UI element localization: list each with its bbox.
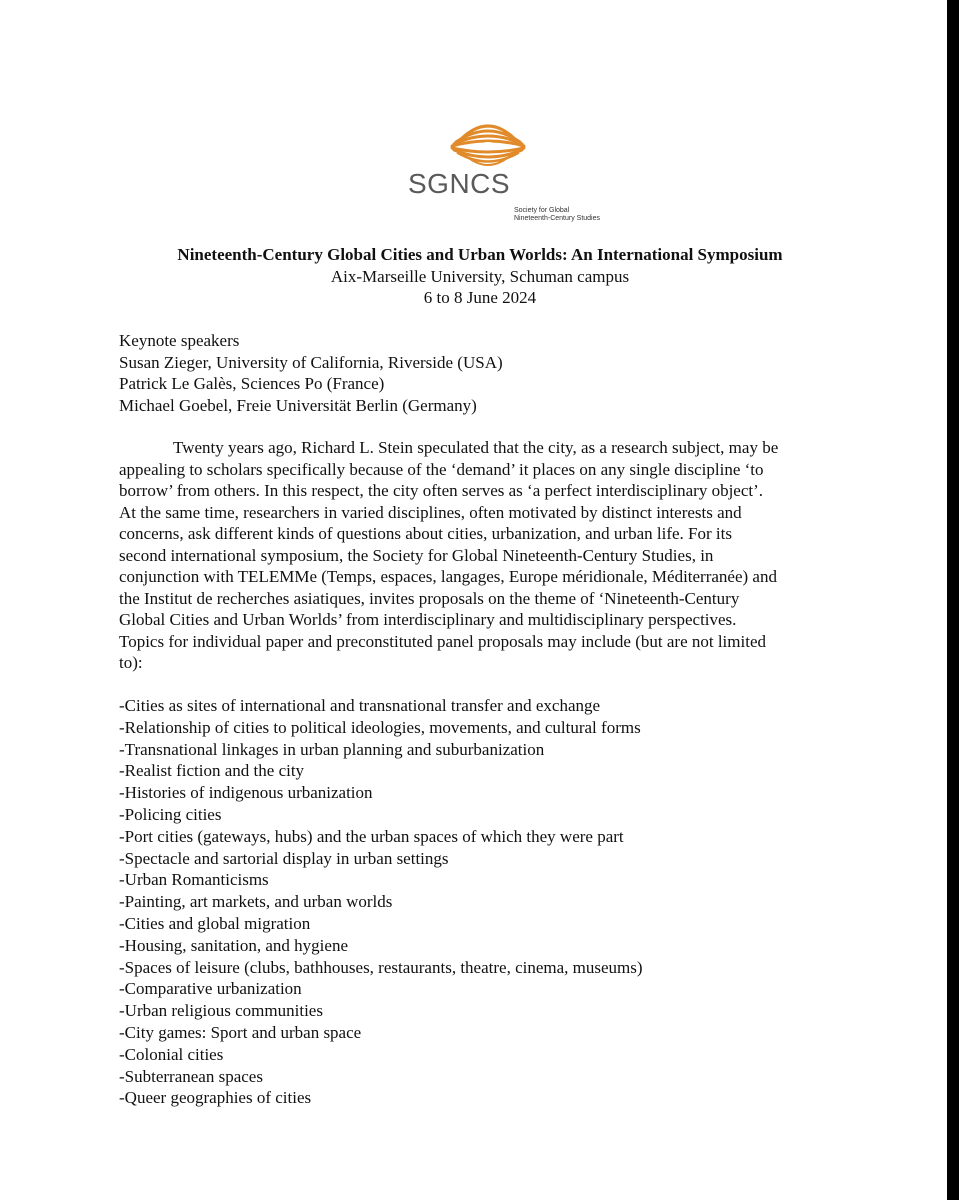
paragraph-line: the Institut de recherches asiatiques, invites proposals on the theme of ‘Nineteenth-Century [119, 588, 740, 608]
topic-item: -Urban Romanticisms [119, 870, 269, 890]
keynote-heading: Keynote speakers [119, 331, 240, 350]
topic-item: -Port cities (gateways, hubs) and the urban spaces of which they were part [119, 826, 624, 846]
logo-subtitle-line-2: Nineteenth-Century Studies [514, 215, 600, 222]
paragraph-line: Topics for individual paper and preconstituted panel proposals may include (but are not limited [119, 631, 766, 651]
symposium-title: Nineteenth-Century Global Cities and Urban Worlds: An International Symposium [177, 245, 783, 264]
topic-item: -Relationship of cities to political ideologies, movements, and cultural forms [119, 717, 641, 737]
sgncs-logo-mark-icon [446, 110, 530, 170]
logo-subtitle-line-1: Society for Global [514, 207, 570, 214]
keynote-speaker: Patrick Le Galès, Sciences Po (France) [119, 374, 385, 393]
topic-item: -Urban religious communities [119, 1001, 323, 1021]
paragraph-line: Twenty years ago, Richard L. Stein speculated that the city, as a research subject, may be [173, 438, 779, 457]
page-edge [947, 0, 959, 1200]
paragraph-line: At the same time, researchers in varied disciplines, often motivated by distinct interests and [119, 502, 742, 522]
topic-item: -Transnational linkages in urban planning and suburbanization [119, 739, 545, 759]
paragraph-line: conjunction with TELEMMe (Temps, espaces, langages, Europe méridionale, Méditerranée) and [119, 567, 777, 586]
paragraph-line: to): [119, 653, 143, 672]
topic-item: -Realist fiction and the city [119, 761, 305, 781]
topic-item: -Cities as sites of international and transnational transfer and exchange [119, 696, 601, 715]
topic-item: -City games: Sport and urban space [119, 1022, 362, 1042]
call-for-papers-paragraph [119, 437, 839, 674]
topic-item: -Histories of indigenous urbanization [119, 783, 373, 803]
keynote-speaker: Michael Goebel, Freie Universität Berlin (Germany) [119, 395, 477, 415]
paragraph-line: appealing to scholars specifically because of the ‘demand’ it places on any single discipline ‘to [119, 459, 764, 479]
paragraph-line: second international symposium, the Society for Global Nineteenth-Century Studies, in [119, 545, 714, 565]
symposium-venue: Aix-Marseille University, Schuman campus [330, 266, 630, 286]
logo-subtitle [514, 207, 604, 223]
topic-item: -Comparative urbanization [119, 979, 302, 999]
paragraph-line: concerns, ask different kinds of questions about cities, urbanization, and urban life. For its [119, 524, 732, 543]
topic-item: -Spectacle and sartorial display in urban settings [119, 848, 449, 868]
symposium-dates: 6 to 8 June 2024 [423, 288, 537, 307]
sgncs-logo [408, 110, 600, 222]
topic-item: -Cities and global migration [119, 913, 311, 933]
topic-item: -Colonial cities [119, 1044, 224, 1064]
topic-item: -Spaces of leisure (clubs, bathhouses, restaurants, theatre, cinema, museums) [119, 957, 643, 977]
topic-item: -Queer geographies of cities [119, 1088, 312, 1108]
logo-name: SGNCS [408, 168, 511, 199]
topic-item: -Subterranean spaces [119, 1066, 263, 1086]
paragraph-line: borrow’ from others. In this respect, the city often serves as ‘a perfect interdisciplinary object’. [119, 481, 764, 500]
topic-item: -Painting, art markets, and urban worlds [119, 892, 393, 912]
keynote-speaker: Susan Zieger, University of California, Riverside (USA) [119, 352, 503, 372]
topic-item: -Policing cities [119, 804, 222, 824]
topic-item: -Housing, sanitation, and hygiene [119, 935, 348, 955]
keynote-speakers [119, 330, 503, 416]
topics-list [119, 695, 643, 1109]
symposium-header [60, 244, 900, 309]
paragraph-line: Global Cities and Urban Worlds’ from interdisciplinary and multidisciplinary perspectives. [119, 610, 737, 629]
